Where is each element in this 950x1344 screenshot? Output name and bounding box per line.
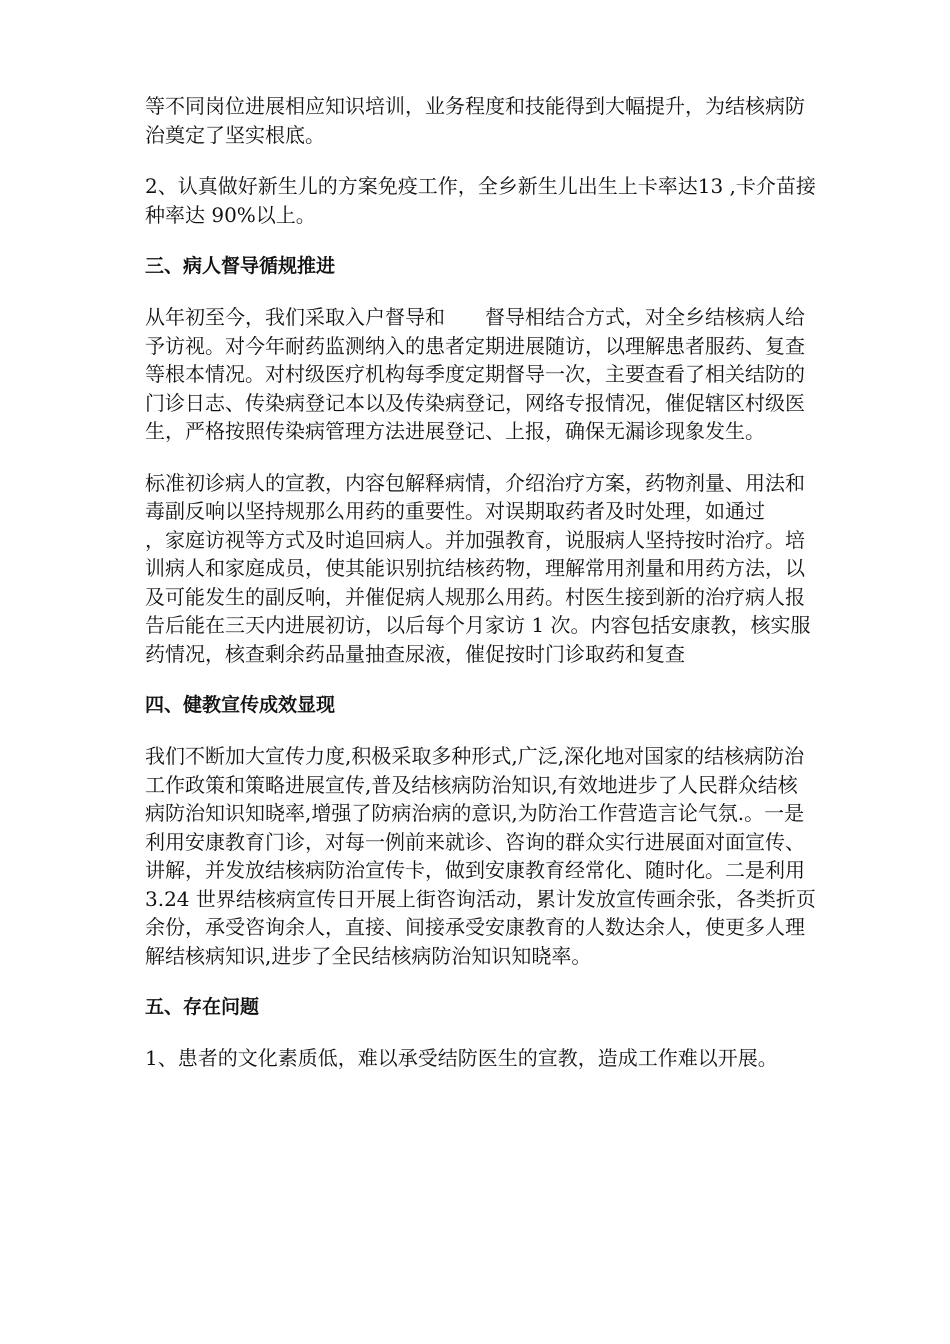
paragraph-publicity: 我们不断加大宣传力度,积极采取多种形式,广泛,深化地对国家的结核病防治工作政策和策略进展宣传,普及结核病防治知识,有效地进步了人民群众结核病防治知识知晓率,增强了防病治病的意识,为防治工作营造言论气氛.。一是利用安康教育门诊，对每一例前来就诊、咨询的群众实行进展面对面宣传、讲解，并发放结核病防治宣传卡，做到安康教育经常化、随时化。二是利用 3.24 世界结核病宣传日开展上街咨询活动，累计发放宣传画余张，各类折页余份，承受咨询余人，直接、间接承受安康教育的人数达余人，使更多人理解结核病知识,进步了全民结核病防治知识知晓率。 [145,744,816,968]
paragraph-problem-1: 1、患者的文化素质低，难以承受结防医生的宣教，造成工作难以开展。 [145,1046,778,1070]
paragraph-supervision: 从年初至今，我们采取入户督导和 督导相结合方式，对全乡结核病人给予访视。对今年耐药监测纳入的患者定期进展随访，以理解患者服药、复查等根本情况。对村级医疗机构每季度定期督导一次，主要查看了相关结防的门诊日志、传染病登记本以及传染病登记，网络专报情况，催促辖区村级医生，严格按照传染病管理方法进展登记、上报，确保无漏诊现象发生。 [145,305,805,443]
paragraph-initial-diagnosis-education: 标准初诊病人的宣教，内容包解释病情，介绍治疗方案，药物剂量、用法和毒副反响以坚持规那么用药的重要性。对误期取药者及时处理，如通过 ，家庭访视等方式及时追回病人。并加强教育，说服病人坚持按时治疗。培训病人和家庭成员，使其能识别抗结核药物，理解常用剂量和用药方法，以及可能发生的副反响，并催促病人规那么用药。村医生接到新的治疗病人报告后能在三天内进展初访，以后每个月家访 1 次。内容包括安康教，核实服药情况，核查剩余药品量抽查尿液，催促按时门诊取药和复查 [145,470,811,666]
section-heading-existing-problems: 五、存在问题 [145,996,260,1018]
section-heading-health-education: 四、健教宣传成效显现 [145,694,336,716]
paragraph-training: 等不同岗位进展相应知识培训，业务程度和技能得到大幅提升，为结核病防治奠定了坚实根底。 [145,94,805,147]
paragraph-newborn-immunization: 2、认真做好新生儿的方案免疫工作，全乡新生儿出生上卡率达13 ,卡介苗接种率达 90%以上。 [145,174,816,227]
document-body [145,92,817,1096]
section-heading-patient-supervision: 三、病人督导循规推进 [145,255,336,277]
